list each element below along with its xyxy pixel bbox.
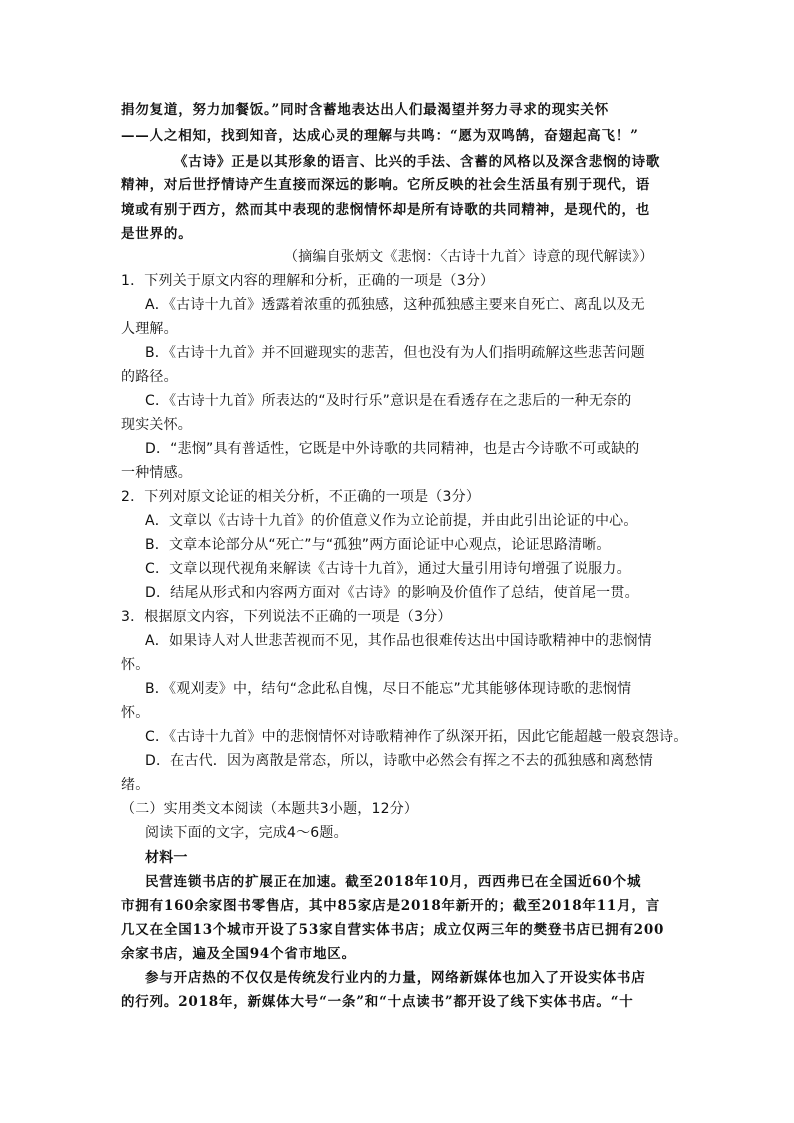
section-instruction: 阅读下面的文字，完成4～6题。: [145, 825, 348, 841]
question-3-option-a-cont: 怀。: [121, 657, 150, 673]
question-1-option-d: D．“悲悯”具有普适性，它既是中外诗歌的共同精神，也是古今诗歌不可或缺的: [145, 441, 640, 457]
source-citation: （摘编自张炳文《悲悯：〈古诗十九首〉诗意的现代解读》）: [284, 249, 654, 265]
question-1-option-b-cont: 的路径。: [121, 369, 178, 385]
question-2-stem: 2．下列对原文论证的相关分析，不正确的一项是（3分）: [121, 489, 481, 505]
question-2-option-c: C．文章以现代视角来解读《古诗十九首》，通过大量引用诗句增强了说服力。: [145, 561, 631, 577]
question-3-option-b: B．《观刈麦》中，结句“念此私自愧，尽日不能忘”尤其能够体现诗歌的悲悯情: [145, 681, 632, 697]
section-heading: （二）实用类文本阅读（本题共3小题，12分）: [121, 801, 419, 817]
question-1-option-a: A．《古诗十九首》透露着浓重的孤独感，这种孤独感主要来自死亡、离乱以及无: [145, 297, 645, 313]
passage-line-2: ——人之相知，找到知音，达成心灵的理解与共鸣：“愿为双鸣鹄，奋翅起高飞！”: [121, 128, 639, 144]
material-line-4: 余家书店，遍及全国94个省市地区。: [121, 946, 356, 962]
material-title: 材料一: [145, 850, 188, 866]
material-line-2: 市拥有160余家图书零售店，其中85家店是2018年新开的；截至2018年11月，言: [121, 898, 660, 914]
passage-line-4: 精神，对后世抒情诗产生直接而深远的影响。它所反映的社会生活虽有别于现代，语: [121, 177, 651, 193]
question-3-option-a: A．如果诗人对人世悲苦视而不见，其作品也很难传达出中国诗歌精神中的悲悯情: [145, 633, 652, 649]
passage-line-3: 《古诗》正是以其形象的语言、比兴的手法、含蓄的风格以及深含悲悯的诗歌: [174, 154, 661, 170]
question-3-option-c: C．《古诗十九首》中的悲悯情怀对诗歌精神作了纵深开拓，因此它能超越一般哀怨诗。: [145, 729, 688, 745]
question-3-option-d: D．在古代．因为离散是常态，所以，诗歌中必然会有挥之不去的孤独感和离愁情: [145, 753, 653, 769]
passage-line-5: 境或有别于西方，然而其中表现的悲悯情怀却是所有诗歌的共同精神，是现代的，也: [121, 202, 651, 218]
question-2-option-b: B．文章本论部分从“死亡”与“孤独”两方面论证中心观点，论证思路清晰。: [145, 537, 611, 553]
question-3-option-b-cont: 怀。: [121, 705, 150, 721]
question-3-stem: 3．根据原文内容，下列说法不正确的一项是（3分）: [121, 609, 452, 625]
question-2-option-a: A．文章以《古诗十九首》的价值意义作为立论前提，并由此引出论证的中心。: [145, 513, 638, 529]
question-1-option-b: B．《古诗十九首》并不回避现实的悲苦，但也没有为人们指明疏解这些悲苦问题: [145, 345, 645, 361]
material-line-5: 参与开店热的不仅仅是传统发行业内的力量，网络新媒体也加入了开设实体书店: [145, 970, 646, 986]
question-1-option-c: C．《古诗十九首》所表达的“及时行乐”意识是在看透存在之悲后的一种无奈的: [145, 393, 632, 409]
passage-line-1: 捐勿复道，努力加餐饭。”同时含蓄地表达出人们最渴望并努力寻求的现实关怀: [121, 102, 610, 118]
question-1-option-c-cont: 现实关怀。: [121, 417, 192, 433]
passage-line-6: 是世界的。: [121, 226, 193, 242]
material-line-1: 民营连锁书店的扩展正在加速。截至2018年10月，西西弗已在全国近60个城: [145, 874, 642, 890]
material-line-3: 几又在全国13个城市开设了53家自营实体书店；成立仅两三年的樊登书店已拥有200: [121, 922, 665, 938]
question-1-stem: 1．下列关于原文内容的理解和分析，正确的一项是（3分）: [121, 273, 495, 289]
question-1-option-d-cont: 一种情感。: [121, 465, 192, 481]
question-1-option-a-cont: 人理解。: [121, 321, 178, 337]
question-3-option-d-cont: 绪。: [121, 777, 150, 793]
material-line-6: 的行列。2018年，新媒体大号“一条”和“十点读书”都开设了线下实体书店。“十: [121, 994, 634, 1010]
question-2-option-d: D．结尾从形式和内容两方面对《古诗》的影响及价值作了总结，使首尾一贯。: [145, 585, 639, 601]
